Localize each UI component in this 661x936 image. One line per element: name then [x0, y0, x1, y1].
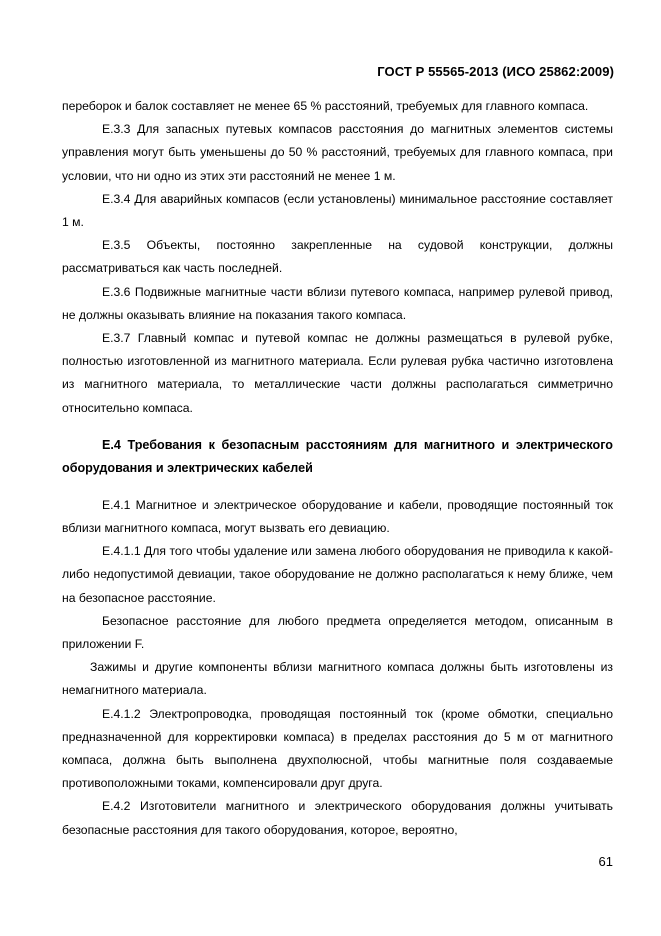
paragraph-e-3-3: Е.3.3 Для запасных путевых компасов расстояния до магнитных элементов системы управления могут быть уменьшены до 50 % расстояний, требуемых для главного компаса, при условии, что ни одно из этих эти расстояний не менее 1 м. — [62, 122, 613, 183]
paragraph-e-3-6: Е.3.6 Подвижные магнитные части вблизи путевого компаса, например рулевой привод, не должны оказывать влияние на показания такого компаса. — [62, 284, 613, 322]
document-header: ГОСТ Р 55565-2013 (ИСО 25862:2009) — [377, 64, 614, 79]
paragraph-e-3-7: Е.3.7 Главный компас и путевой компас не должны размещаться в рулевой рубке, полностью изготовленной из магнитного материала. Если рулевая рубка частично изготовлена из магнитного материала, то металлические части должны располагаться симметрично относительно компаса. — [62, 331, 613, 415]
section-heading-e-4: Е.4 Требования к безопасным расстояниям для магнитного и электрического оборудования и электрических кабелей — [62, 437, 613, 475]
paragraph-e-4-2: Е.4.2 Изготовители магнитного и электрического оборудования должны учитывать безопасные расстояния для такого оборудования, которое, вероятно, — [62, 799, 613, 837]
paragraph-e-4-1-2: Е.4.1.2 Электропроводка, проводящая постоянный ток (кроме обмотки, специально предназначенной для корректировки компаса) в пределах расстояния до 5 м от магнитного компаса, должна быть выполнена двухполюсной, чтобы магнитные поля создаваемые противоположными токами, компенсировали друг друга. — [62, 706, 613, 791]
paragraph-e-3-4: Е.3.4 Для аварийных компасов (если установлены) минимальное расстояние составляет 1 м. — [62, 191, 613, 230]
paragraph-e-4-1-1: Е.4.1.1 Для того чтобы удаление или замена любого оборудования не приводила к какой-либо недопустимой девиации, такое оборудование не должно располагаться к нему ближе, чем на безопасное расстояние. — [62, 544, 613, 605]
paragraph-e-3-5: Е.3.5 Объекты, постоянно закрепленные на судовой конструкции, должны рассматриваться как часть последней. — [62, 238, 613, 276]
page-number: 61 — [598, 854, 613, 869]
document-body — [62, 95, 613, 842]
paragraph-clamps: Зажимы и другие компоненты вблизи магнитного компаса должны быть изготовлены из немагнитного материала. — [62, 660, 613, 698]
paragraph-e-4-1: Е.4.1 Магнитное и электрическое оборудование и кабели, проводящие постоянный ток вблизи магнитного компаса, могут вызвать его девиацию. — [62, 497, 613, 536]
paragraph-safe-distance: Безопасное расстояние для любого предмета определяется методом, описанным в приложении F. — [62, 613, 613, 652]
paragraph-continuation: переборок и балок составляет не менее 65 % расстояний, требуемых для главного компаса. — [62, 99, 589, 113]
